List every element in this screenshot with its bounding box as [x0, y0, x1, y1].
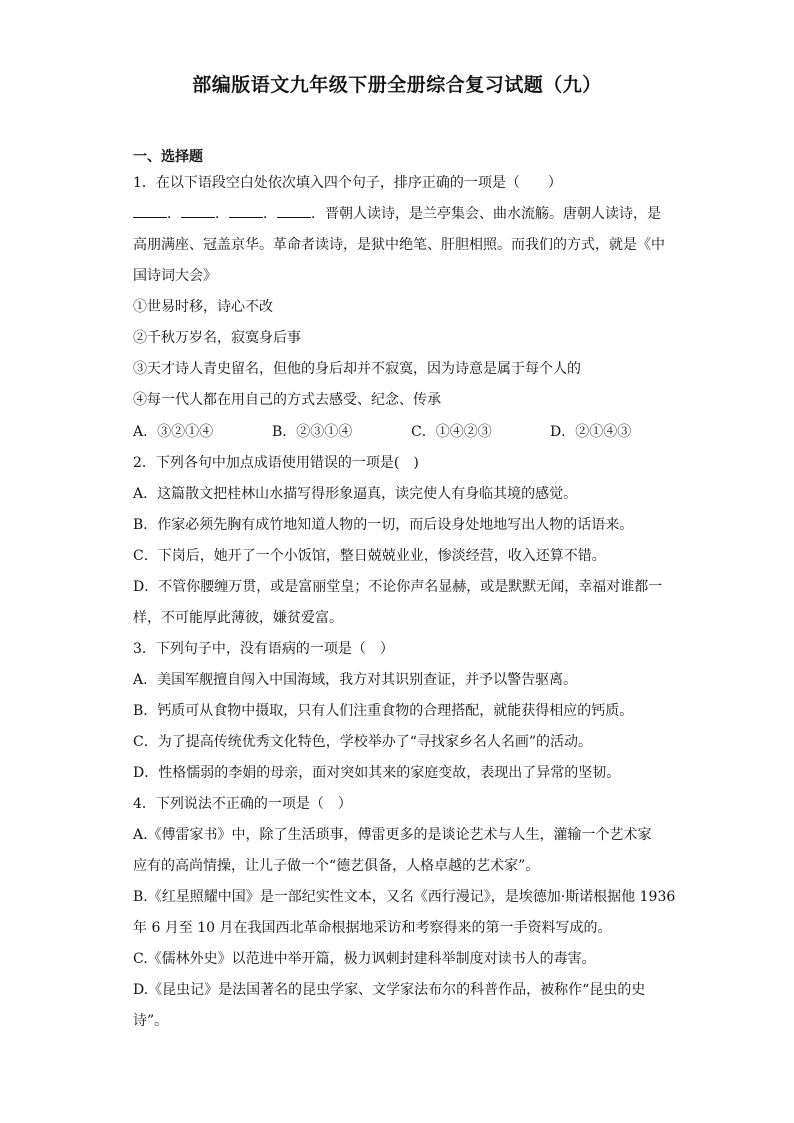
q2-option-d-line-1: D．不管你腰缠万贯，或是富丽堂皇；不论你声名显赫，或是默默无闻，幸福对谁都一 [133, 579, 663, 595]
q1-sentence-3: ③天才诗人青史留名，但他的身后却并不寂寞，因为诗意是属于每个人的 [133, 361, 581, 377]
q1-sentence-2: ②千秋万岁名，寂寞身后事 [133, 330, 301, 346]
q2-stem: 2．下列各句中加点成语使用错误的一项是( ) [133, 455, 419, 471]
q1-options [133, 421, 673, 441]
q3-option-c: C．为了提高传统优秀文化特色，学校举办了“寻找家乡名人名画”的活动。 [133, 734, 593, 750]
q4-option-d-line-2: 诗”。 [133, 1013, 169, 1029]
q1-paragraph-line-3: 国诗词大会》 [133, 268, 217, 284]
q4-option-b-line-1: B.《红星照耀中国》是一部纪实性文本，又名《西行漫记》，是埃德加·斯诺根据他 1936 [133, 889, 676, 905]
q4-stem: 4．下列说法不正确的一项是（ ） [133, 796, 352, 812]
section-heading: 一、选择题 [133, 149, 203, 165]
q1-option-c: C．①④②③ [411, 424, 492, 440]
q1-stem: 1．在以下语段空白处依次填入四个句子，排序正确的一项是（ ） [133, 175, 562, 191]
q2-option-b: B．作家必须先胸有成竹地知道人物的一切，而后设身处地地写出人物的话语来。 [133, 517, 634, 533]
fill-blank [229, 205, 263, 218]
fill-blank [133, 205, 167, 218]
q4-option-c: C.《儒林外史》以范进中举开篇，极力讽刺封建科举制度对读书人的毒害。 [133, 951, 596, 967]
q1-option-a: A．③②①④ [133, 424, 214, 440]
q3-option-d: D．性格懦弱的李娟的母亲，面对突如其来的家庭变故，表现出了异常的坚韧。 [133, 765, 621, 781]
q4-option-d-line-1: D.《昆虫记》是法国著名的昆虫学家、文学家法布尔的科普作品，被称作“昆虫的史 [133, 982, 646, 998]
q1-sentence-1: ①世易时移，诗心不改 [133, 299, 273, 315]
q2-option-c: C．下岗后，她开了一个小饭馆，整日兢兢业业，惨淡经营，收入还算不错。 [133, 548, 606, 564]
q4-option-b-line-2: 年 6 月至 10 月在我国西北革命根据地采访和考察得来的第一手资料写成的。 [133, 920, 612, 936]
q3-option-a: A．美国军舰擅自闯入中国海域，我方对其识别查证，并予以警告驱离。 [133, 672, 578, 688]
page-title: 部编版语文九年级下册全册综合复习试题（九） [192, 74, 602, 96]
q1-paragraph-line-1: ． ． ． ．晋朝人读诗，是兰亭集会、曲水流觞。唐朝人读诗，是 [133, 203, 661, 223]
fill-blank [181, 205, 215, 218]
q1-paragraph-line-2: 高朋满座、冠盖京华。革命者读诗，是狱中绝笔、肝胆相照。而我们的方式，就是《中 [133, 237, 665, 253]
q3-option-b: B．钙质可从食物中摄取，只有人们注重食物的合理搭配，就能获得相应的钙质。 [133, 703, 634, 719]
q4-option-a-line-2: 应有的高尚情操，让儿子做一个“德艺俱备，人格卓越的艺术家”。 [133, 858, 540, 874]
q2-option-a: A．这篇散文把桂林山水描写得形象逼真，读完使人有身临其境的感觉。 [133, 486, 578, 502]
q3-stem: 3．下列句子中，没有语病的一项是（ ） [133, 641, 394, 657]
q1-option-b: B．②③①④ [272, 424, 353, 440]
fill-blank [277, 205, 311, 218]
q1-sentence-4: ④每一代人都在用自己的方式去感受、纪念、传承 [133, 392, 441, 408]
q2-option-d-line-2: 样，不可能厚此薄彼，嫌贫爱富。 [133, 610, 343, 626]
q4-option-a-line-1: A.《傅雷家书》中，除了生活琐事，傅雷更多的是谈论艺术与人生，灌输一个艺术家 [133, 827, 652, 843]
q1-option-d: D．②①④③ [550, 424, 632, 440]
